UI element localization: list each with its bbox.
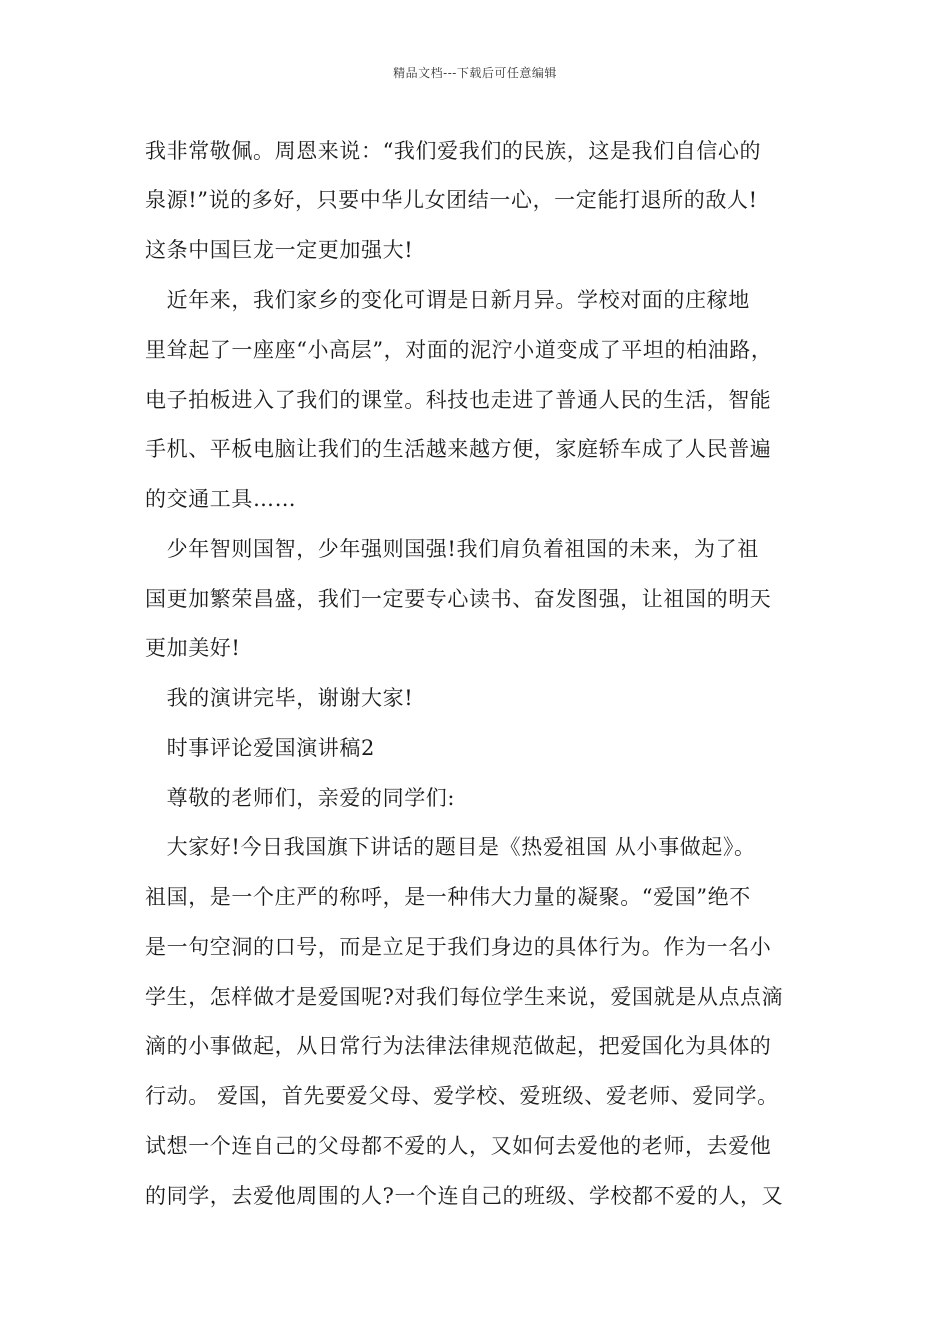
body-text-line: 的同学，去爱他周围的人?一个连自己的班级、学校都不爱的人，又 — [145, 1184, 784, 1208]
section-title: 时事评论爱国演讲稿2 — [145, 736, 375, 760]
body-text-line: 里耸起了一座座“小高层”，对面的泥泞小道变成了平坦的柏油路， — [145, 338, 773, 362]
body-text-line: 的交通工具…… — [145, 487, 297, 511]
body-text-line: 少年智则国智，少年强则国强!我们肩负着祖国的未来，为了祖 — [145, 537, 759, 561]
body-text-line: 是一句空洞的口号，而是立足于我们身边的具体行为。作为一名小 — [145, 935, 772, 959]
body-text-line: 我的演讲完毕，谢谢大家! — [145, 686, 414, 710]
body-text-line: 更加美好! — [145, 636, 241, 660]
body-text-line: 行动。 爱国，首先要爱父母、爱学校、爱班级、爱老师、爱同学。 — [145, 1084, 779, 1108]
body-text-line: 国更加繁荣昌盛，我们一定要专心读书、奋发图强，让祖国的明天 — [145, 587, 772, 611]
body-text-line: 学生，怎样做才是爱国呢?对我们每位学生来说，爱国就是从点点滴 — [145, 985, 784, 1009]
body-text-line: 我非常敬佩。周恩来说：“我们爱我们的民族，这是我们自信心的 — [145, 139, 762, 163]
page-header: 精品文档---下载后可任意编辑 — [393, 66, 557, 80]
body-text-line: 试想一个连自己的父母都不爱的人，又如何去爱他的老师，去爱他 — [145, 1134, 772, 1158]
body-text-line: 尊敬的老师们，亲爱的同学们: — [145, 786, 456, 810]
body-text-line: 这条中国巨龙一定更加强大! — [145, 238, 414, 262]
body-text-line: 祖国，是一个庄严的称呼，是一种伟大力量的凝聚。“爱国”绝不 — [145, 885, 751, 909]
body-text-line: 大家好!今日我国旗下讲话的题目是《热爱祖国 从小事做起》。 — [145, 835, 756, 859]
body-text-line: 近年来，我们家乡的变化可谓是日新月异。学校对面的庄稼地 — [145, 288, 750, 312]
body-text-line: 泉源!”说的多好，只要中华儿女团结一心，一定能打退所的敌人! — [145, 188, 758, 212]
body-text-line: 电子拍板进入了我们的课堂。科技也走进了普通人民的生活，智能 — [145, 388, 772, 412]
body-text-line: 手机、平板电脑让我们的生活越来越方便，家庭轿车成了人民普遍 — [145, 437, 772, 461]
body-text-line: 滴的小事做起，从日常行为法律法律规范做起，把爱国化为具体的 — [145, 1034, 772, 1058]
